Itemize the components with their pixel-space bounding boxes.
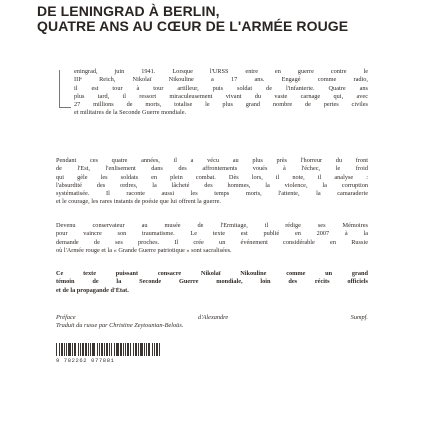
paragraph-line: Devenu conservateur au musée de l'Ermitage, il rédige ses Mémoires <box>56 222 368 229</box>
title-line-1: DE LENINGRAD À BERLIN, <box>37 3 220 19</box>
paragraph-line: Pendant ces quatre années, il a vécu au plus près l'horreur du front <box>56 157 368 164</box>
paragraph-line: IIIᵉ Reich, Nikolaï Nikouline a 17 ans. Engagé comme radio, <box>74 76 368 84</box>
barcode-bar <box>61 343 63 356</box>
paragraph-line: Préface d'Alexandre Sumpf. <box>56 314 368 321</box>
credits-paragraph <box>56 314 368 331</box>
barcode-bar <box>64 343 65 356</box>
barcode-bar <box>138 343 139 356</box>
paragraph-line: l'absurdité des ordres, la lâcheté des hommes, la violence, la corruption <box>56 181 368 189</box>
barcode-bar <box>154 343 155 356</box>
title-line-2: QUATRE ANS AU CŒUR DE L'ARMÉE ROUGE <box>37 18 349 34</box>
barcode-bar <box>106 343 108 356</box>
paragraph-line: pour vaincre son traumatisme. Le texte est publié en 2007 à la <box>56 230 368 238</box>
drop-cap-letter-l <box>59 70 71 108</box>
paragraph-line: systématisée. Il raconte aussi les temps morts, l'attente, la camaraderie <box>56 190 368 198</box>
barcode-bar <box>140 343 143 356</box>
barcode-bar <box>101 343 103 356</box>
barcode-bar <box>130 343 131 356</box>
barcode-bar <box>125 343 126 356</box>
intro-paragraph <box>74 68 368 118</box>
paragraph-line: et de la propagande d'État. <box>56 286 129 294</box>
isbn-barcode-digits: 9 782262 077881 <box>56 357 115 364</box>
paragraph-line: Traduit du russe par Christine Zeytounian-Beloüs. <box>56 322 184 330</box>
barcode-bar <box>152 343 153 356</box>
barcode-bar <box>68 343 71 356</box>
witness-paragraph <box>56 270 368 295</box>
barcode-bar <box>156 343 158 356</box>
barcode-bar <box>111 343 112 356</box>
paragraph-line: demande de ses proches. Il crée un événement considérable en Russie <box>56 238 368 246</box>
barcode-bar <box>127 343 129 356</box>
barcode-bar <box>97 343 98 356</box>
barcode-bar <box>146 343 147 356</box>
paragraph-line: 27 millions de morts, totalise le plus grand nombre de pertes civiles <box>74 101 368 109</box>
barcode-bar <box>56 343 57 356</box>
barcode-bar <box>82 343 84 356</box>
barcode-bar <box>78 343 79 356</box>
barcode-bar <box>92 343 95 356</box>
paragraph-line: qui gèle les soldats en plein combat. Dès lors, il note, il analyse : <box>56 173 368 181</box>
paragraph-line: il est tour à tour artilleur, puis soldat de l'infanterie. Quatre ans <box>74 84 368 92</box>
barcode-bar <box>88 343 89 356</box>
barcode-bar <box>104 343 105 356</box>
barcode-bar <box>72 343 73 356</box>
front-experience-paragraph <box>56 157 368 207</box>
memoirs-paragraph <box>56 222 368 255</box>
barcode-bar <box>90 343 91 356</box>
barcode-bar <box>135 343 137 356</box>
isbn-barcode <box>56 343 161 356</box>
book-title <box>37 4 397 34</box>
barcode-bar <box>114 343 115 356</box>
barcode-bar <box>74 343 76 356</box>
barcode-bar <box>144 343 145 356</box>
barcode-bar <box>80 343 81 356</box>
paragraph-line: et le courage, les rares instants de poésie que lui offrent la guerre. <box>56 198 221 206</box>
paragraph-line: plus tard, il ressort miraculeusement vivant du vaste carnage qui, avec <box>74 92 368 100</box>
paragraph-line: où l'Armée rouge et la « Grande Guerre patriotique » sont sacralisées. <box>56 246 232 254</box>
barcode-bar <box>148 343 150 356</box>
paragraph-line: de l'Est, l'enlisement dans des affrontements voués à l'échec, le froid <box>56 165 368 173</box>
barcode-bar <box>123 343 124 356</box>
barcode-bar <box>159 343 160 356</box>
paragraph-line: et militaires de la Seconde Guerre mondiale. <box>74 109 187 117</box>
paragraph-line: eningrad, juin 1941. Lorsque l'URSS entre en guerre contre le <box>74 68 368 75</box>
barcode-bar <box>133 343 134 356</box>
barcode-bar <box>99 343 100 356</box>
paragraph-line: Ce texte puissant consacre Nikolaï Nikouline comme un grand <box>56 270 368 277</box>
barcode-bar <box>109 343 110 356</box>
barcode-bar <box>120 343 122 356</box>
barcode-bar <box>85 343 87 356</box>
barcode-bar <box>116 343 119 356</box>
barcode-bar <box>59 343 60 356</box>
paragraph-line: témoin de la Seconde Guerre mondiale, loin des récits officiels <box>56 278 368 286</box>
barcode-bar <box>66 343 67 356</box>
